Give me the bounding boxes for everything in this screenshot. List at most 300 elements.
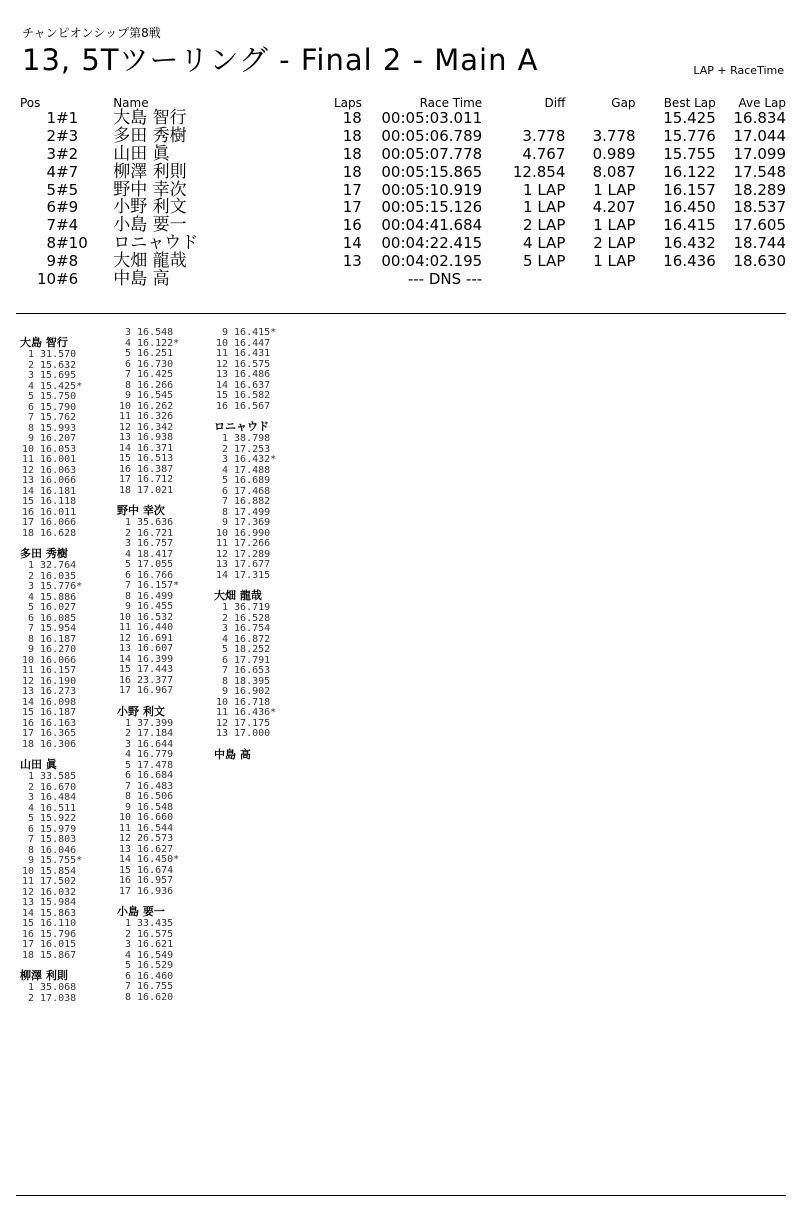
lap-number: 7 bbox=[124, 369, 131, 380]
lap-number: 4 bbox=[27, 380, 34, 392]
lap-time: 16.399 bbox=[137, 653, 174, 665]
result-ave bbox=[716, 270, 786, 288]
lap-number: 16 bbox=[21, 506, 34, 518]
result-car: #7 bbox=[56, 162, 79, 181]
lap-number: 7 bbox=[221, 496, 228, 507]
lap-time: 16.066 bbox=[40, 475, 77, 486]
lap-number: 2 bbox=[124, 728, 131, 739]
result-row bbox=[20, 146, 786, 164]
driver-lap-block bbox=[117, 705, 207, 898]
lap-time: 17.369 bbox=[234, 517, 271, 528]
lap-time: 16.674 bbox=[137, 864, 174, 876]
lap-time: 16.326 bbox=[137, 411, 174, 422]
lap-number: 13 bbox=[215, 728, 228, 739]
lap-time: 16.567 bbox=[234, 400, 271, 412]
lap-number: 1 bbox=[124, 918, 131, 929]
lap-time: 26.573 bbox=[137, 833, 174, 844]
lap-time: 16.063 bbox=[40, 464, 77, 476]
lap-time: 17.791 bbox=[234, 654, 271, 666]
lap-time: 15.863 bbox=[40, 907, 77, 919]
col-header-ave-lap: Ave Lap bbox=[738, 96, 786, 110]
result-best: 16.436 bbox=[663, 251, 716, 270]
lap-number: 14 bbox=[118, 854, 131, 865]
result-diff: 3.778 bbox=[522, 127, 566, 146]
lap-number: 2 bbox=[27, 359, 34, 371]
result-ave: 16.834 bbox=[733, 109, 786, 128]
footer-divider bbox=[16, 1195, 786, 1196]
lap-time: 16.122* bbox=[137, 337, 180, 349]
result-row bbox=[20, 163, 786, 181]
lap-number: 6 bbox=[27, 823, 34, 835]
lap-time: 15.790 bbox=[40, 401, 77, 413]
lap-time: 17.266 bbox=[234, 538, 271, 549]
result-diff bbox=[482, 270, 565, 288]
lap-number: 7 bbox=[124, 580, 131, 591]
lap-time: 16.548 bbox=[137, 801, 174, 813]
result-car: #10 bbox=[56, 233, 88, 252]
lap-number: 5 bbox=[124, 348, 131, 359]
lap-time: 16.262 bbox=[137, 400, 174, 412]
lap-time: 16.872 bbox=[234, 633, 271, 645]
result-diff: 1 LAP bbox=[523, 198, 566, 217]
lap-number: 1 bbox=[27, 349, 34, 360]
lap-time: 16.440 bbox=[137, 622, 174, 633]
lap-number: 12 bbox=[118, 632, 131, 644]
result-race-time: 00:04:41.684 bbox=[381, 216, 483, 235]
lap-time: 37.399 bbox=[137, 717, 174, 729]
lap-number: 18 bbox=[21, 949, 34, 961]
lap-number: 4 bbox=[221, 633, 228, 645]
lap-time: 17.468 bbox=[234, 485, 271, 497]
col-header-diff: Diff bbox=[544, 96, 566, 110]
result-name: 野中 幸次 bbox=[113, 179, 187, 200]
lap-time: 16.882 bbox=[234, 496, 271, 507]
lap-number: 5 bbox=[124, 759, 131, 771]
lap-time: 15.886 bbox=[40, 591, 77, 603]
result-gap bbox=[565, 270, 635, 288]
result-pos: 9 bbox=[46, 251, 57, 270]
lap-time: 17.038 bbox=[40, 992, 77, 1004]
lap-time: 17.021 bbox=[137, 484, 174, 496]
lap-time: 16.532 bbox=[137, 611, 174, 623]
lap-entry bbox=[214, 402, 304, 413]
lap-number: 4 bbox=[124, 749, 131, 760]
result-row bbox=[20, 252, 786, 270]
result-best bbox=[636, 270, 716, 288]
lap-number: 15 bbox=[21, 707, 34, 718]
lap-number: 1 bbox=[124, 517, 131, 528]
lap-time: 16.545 bbox=[137, 390, 174, 401]
lap-time: 16.755 bbox=[137, 981, 174, 992]
lap-number: 8 bbox=[27, 633, 34, 645]
lap-number: 4 bbox=[124, 949, 131, 961]
lap-number: 2 bbox=[27, 570, 34, 582]
lap-time: 16.757 bbox=[137, 538, 174, 549]
lap-number: 13 bbox=[118, 432, 131, 443]
lap-number: 12 bbox=[21, 886, 34, 898]
lap-number: 8 bbox=[124, 379, 131, 391]
result-car: #1 bbox=[56, 109, 79, 128]
lap-time: 16.483 bbox=[137, 780, 174, 792]
lap-time: 16.460 bbox=[137, 970, 174, 982]
lap-number: 12 bbox=[215, 358, 228, 370]
result-gap: 8.087 bbox=[592, 162, 636, 181]
lap-number: 9 bbox=[221, 327, 228, 338]
driver-lap-block bbox=[117, 504, 207, 697]
lap-number: 8 bbox=[124, 590, 131, 602]
result-car: #2 bbox=[56, 144, 79, 163]
result-race-time: 00:05:06.789 bbox=[381, 127, 483, 146]
lap-time: 16.607 bbox=[137, 643, 174, 654]
lap-number: 9 bbox=[221, 686, 228, 697]
lap-number: 6 bbox=[124, 569, 131, 581]
result-diff: 5 LAP bbox=[523, 251, 566, 270]
lap-number: 7 bbox=[27, 412, 34, 423]
lap-time: 15.922 bbox=[40, 813, 77, 824]
lap-number: 15 bbox=[118, 453, 131, 464]
lap-number: 5 bbox=[27, 813, 34, 824]
driver-lap-block bbox=[20, 336, 110, 539]
lap-time: 15.984 bbox=[40, 897, 77, 908]
lap-number: 14 bbox=[21, 907, 34, 919]
lap-number: 6 bbox=[124, 358, 131, 370]
result-laps: 17 bbox=[342, 198, 362, 217]
lap-number: 17 bbox=[118, 885, 131, 897]
lap-number: 2 bbox=[27, 781, 34, 793]
col-header-gap: Gap bbox=[611, 96, 636, 110]
result-best: 16.157 bbox=[663, 180, 716, 199]
lap-time: 16.415* bbox=[234, 327, 277, 338]
lap-number: 13 bbox=[215, 559, 228, 570]
lap-time: 16.712 bbox=[137, 474, 174, 485]
result-pos: 5 bbox=[46, 180, 57, 199]
lap-time: 16.628 bbox=[40, 527, 77, 539]
result-pos: 3 bbox=[46, 144, 57, 163]
result-laps: 18 bbox=[342, 109, 362, 128]
lap-number: 10 bbox=[118, 400, 131, 412]
lap-time: 16.544 bbox=[137, 822, 174, 834]
lap-number: 8 bbox=[27, 422, 34, 434]
lap-time: 16.365 bbox=[40, 728, 77, 739]
lap-number: 11 bbox=[118, 411, 131, 422]
lap-number: 15 bbox=[21, 496, 34, 507]
lap-column-3 bbox=[214, 316, 304, 762]
lap-number: 15 bbox=[118, 864, 131, 876]
lap-time: 15.755* bbox=[40, 855, 83, 866]
lap-time: 16.549 bbox=[137, 949, 174, 961]
result-name: 小島 要一 bbox=[113, 215, 187, 236]
result-car: #6 bbox=[56, 269, 79, 288]
lap-entry bbox=[214, 729, 304, 740]
lap-number: 6 bbox=[124, 770, 131, 781]
lap-number: 16 bbox=[118, 463, 131, 475]
lap-number: 10 bbox=[21, 865, 34, 877]
lap-number: 13 bbox=[215, 369, 228, 380]
lap-time: 16.582 bbox=[234, 390, 271, 401]
lap-number: 17 bbox=[118, 474, 131, 485]
lap-time: 17.443 bbox=[137, 664, 174, 675]
lap-time: 17.175 bbox=[234, 717, 271, 729]
result-car: #9 bbox=[56, 198, 79, 217]
lap-number: 2 bbox=[27, 992, 34, 1004]
lap-time: 16.035 bbox=[40, 570, 77, 582]
lap-time: 16.936 bbox=[137, 885, 174, 897]
lap-time: 16.436* bbox=[234, 707, 277, 718]
result-name: 多田 秀樹 bbox=[113, 126, 187, 147]
result-race-time: 00:05:10.919 bbox=[381, 180, 483, 199]
result-pos: 6 bbox=[46, 198, 57, 217]
lap-time: 16.425 bbox=[137, 369, 174, 380]
lap-number: 4 bbox=[27, 591, 34, 603]
lap-time: 16.990 bbox=[234, 527, 271, 539]
lap-number: 1 bbox=[27, 982, 34, 993]
lap-number: 4 bbox=[27, 802, 34, 814]
lap-number: 8 bbox=[221, 675, 228, 687]
lap-time: 16.270 bbox=[40, 644, 77, 655]
result-laps: 14 bbox=[342, 233, 362, 252]
col-header-pos: Pos bbox=[20, 96, 41, 110]
lap-number: 16 bbox=[21, 717, 34, 729]
result-diff: 1 LAP bbox=[523, 180, 566, 199]
lap-number: 8 bbox=[27, 844, 34, 856]
lap-number: 2 bbox=[124, 527, 131, 539]
result-best: 16.450 bbox=[663, 198, 716, 217]
lap-number: 1 bbox=[27, 560, 34, 571]
lap-number: 3 bbox=[221, 454, 228, 465]
lap-number: 7 bbox=[124, 981, 131, 992]
lap-number: 2 bbox=[221, 612, 228, 624]
result-ave: 18.289 bbox=[733, 180, 786, 199]
lap-number: 16 bbox=[21, 928, 34, 940]
lap-time: 16.110 bbox=[40, 918, 77, 929]
lap-time: 16.644 bbox=[137, 738, 174, 750]
lap-number: 13 bbox=[21, 686, 34, 697]
lap-number: 13 bbox=[118, 843, 131, 855]
lap-number: 9 bbox=[27, 644, 34, 655]
result-ave: 17.044 bbox=[733, 127, 786, 146]
lap-number: 5 bbox=[124, 559, 131, 570]
result-best: 16.415 bbox=[663, 216, 716, 235]
driver-lap-block bbox=[214, 589, 304, 740]
lap-time: 16.506 bbox=[137, 791, 174, 802]
lap-number: 11 bbox=[215, 348, 228, 359]
lap-entry bbox=[117, 486, 207, 497]
lap-number: 16 bbox=[215, 400, 228, 412]
result-car: #8 bbox=[56, 251, 79, 270]
lap-number: 2 bbox=[124, 928, 131, 940]
lap-number: 10 bbox=[118, 611, 131, 623]
lap-entry bbox=[117, 887, 207, 898]
lap-time: 16.627 bbox=[137, 843, 174, 855]
lap-number: 5 bbox=[27, 602, 34, 613]
col-header-name: Name bbox=[113, 96, 149, 110]
result-diff: 4 LAP bbox=[523, 233, 566, 252]
lap-number: 18 bbox=[21, 527, 34, 539]
lap-number: 18 bbox=[21, 738, 34, 750]
lap-number: 6 bbox=[221, 654, 228, 666]
lap-time: 17.000 bbox=[234, 728, 271, 739]
lap-time: 16.621 bbox=[137, 939, 174, 950]
result-gap: 2 LAP bbox=[593, 233, 636, 252]
lap-time: 16.455 bbox=[137, 601, 174, 612]
lap-number: 15 bbox=[21, 918, 34, 929]
result-name: 山田 眞 bbox=[113, 143, 170, 164]
lap-number: 3 bbox=[27, 370, 34, 381]
lap-time: 16.266 bbox=[137, 379, 174, 391]
lap-time: 18.252 bbox=[234, 644, 271, 655]
driver-lap-block bbox=[214, 748, 304, 762]
lap-time: 16.066 bbox=[40, 517, 77, 528]
result-car: #4 bbox=[56, 216, 79, 235]
lap-time: 16.187 bbox=[40, 707, 77, 718]
lap-number: 14 bbox=[21, 696, 34, 708]
lap-number: 9 bbox=[124, 601, 131, 612]
result-ave: 18.537 bbox=[733, 198, 786, 217]
lap-entry bbox=[117, 993, 207, 1004]
lap-time: 17.253 bbox=[234, 443, 271, 455]
lap-number: 3 bbox=[124, 538, 131, 549]
lap-time: 18.395 bbox=[234, 675, 271, 687]
lap-time: 16.342 bbox=[137, 421, 174, 433]
result-ave: 17.605 bbox=[733, 216, 786, 235]
lap-time: 16.684 bbox=[137, 770, 174, 781]
result-best: 15.425 bbox=[663, 109, 716, 128]
lap-number: 4 bbox=[124, 337, 131, 349]
lap-time: 16.431 bbox=[234, 348, 271, 359]
result-row bbox=[20, 235, 786, 253]
lap-number: 12 bbox=[215, 717, 228, 729]
driver-lap-name: 多田 秀樹 bbox=[20, 547, 68, 560]
lap-time: 16.691 bbox=[137, 632, 174, 644]
lap-time: 16.450* bbox=[137, 854, 180, 865]
lap-number: 5 bbox=[124, 960, 131, 971]
lap-entry bbox=[20, 740, 110, 751]
lap-number: 3 bbox=[221, 623, 228, 634]
lap-number: 10 bbox=[21, 654, 34, 666]
lap-number: 7 bbox=[27, 623, 34, 634]
lap-number: 17 bbox=[21, 728, 34, 739]
lap-time: 16.085 bbox=[40, 612, 77, 624]
lap-number: 1 bbox=[27, 771, 34, 782]
driver-lap-name: 大畑 龍哉 bbox=[214, 589, 262, 602]
lap-number: 6 bbox=[27, 401, 34, 413]
result-car: #3 bbox=[56, 127, 79, 146]
result-diff bbox=[482, 110, 565, 128]
lap-time: 17.499 bbox=[234, 506, 271, 518]
lap-time: 16.548 bbox=[137, 327, 174, 338]
lap-time: 17.677 bbox=[234, 559, 271, 570]
driver-lap-block bbox=[117, 328, 207, 496]
result-race-time: 00:05:03.011 bbox=[381, 109, 483, 128]
lap-time: 35.636 bbox=[137, 517, 174, 528]
lap-number: 5 bbox=[27, 391, 34, 402]
result-pos: 1 bbox=[46, 109, 57, 128]
lap-time: 16.766 bbox=[137, 569, 174, 581]
lap-number: 9 bbox=[124, 801, 131, 813]
lap-number: 14 bbox=[118, 653, 131, 665]
lap-number: 9 bbox=[221, 517, 228, 528]
result-race-time: 00:04:02.195 bbox=[381, 251, 483, 270]
lap-time: 16.447 bbox=[234, 337, 271, 349]
lap-entry bbox=[214, 571, 304, 582]
result-laps: 16 bbox=[342, 216, 362, 235]
lap-time: 16.660 bbox=[137, 812, 174, 823]
lap-time: 33.435 bbox=[137, 918, 174, 929]
result-row bbox=[20, 217, 786, 235]
result-diff: 4.767 bbox=[522, 144, 566, 163]
lap-time: 15.750 bbox=[40, 391, 77, 402]
result-pos: 10 bbox=[37, 269, 57, 288]
lap-time: 31.570 bbox=[40, 349, 77, 360]
lap-entry bbox=[20, 994, 110, 1005]
lap-time: 16.046 bbox=[40, 844, 77, 856]
result-race-time: 00:05:07.778 bbox=[381, 144, 483, 163]
lap-number: 11 bbox=[118, 822, 131, 834]
lap-time: 16.513 bbox=[137, 453, 174, 464]
lap-time: 16.499 bbox=[137, 590, 174, 602]
lap-number: 10 bbox=[118, 812, 131, 823]
lap-time: 16.251 bbox=[137, 348, 174, 359]
lap-time: 16.779 bbox=[137, 749, 174, 760]
result-pos: 4 bbox=[46, 162, 57, 181]
lap-time: 16.118 bbox=[40, 496, 77, 507]
result-laps: 13 bbox=[342, 251, 362, 270]
lap-number: 3 bbox=[27, 792, 34, 803]
driver-lap-name: ロニャウド bbox=[214, 420, 269, 433]
result-gap: 1 LAP bbox=[593, 180, 636, 199]
col-header-car bbox=[56, 96, 103, 110]
driver-lap-block bbox=[20, 969, 110, 1004]
result-pos: 8 bbox=[46, 233, 57, 252]
lap-time: 16.207 bbox=[40, 433, 77, 444]
lap-time: 16.306 bbox=[40, 738, 77, 750]
lap-time: 17.502 bbox=[40, 876, 77, 887]
lap-time: 16.902 bbox=[234, 686, 271, 697]
result-diff: 2 LAP bbox=[523, 216, 566, 235]
result-ave: 17.548 bbox=[733, 162, 786, 181]
lap-time: 16.432* bbox=[234, 454, 277, 465]
lap-time: 16.157* bbox=[137, 580, 180, 591]
lap-number: 10 bbox=[215, 337, 228, 349]
col-header-race-time: Race Time bbox=[419, 96, 483, 110]
lap-time: 16.528 bbox=[234, 612, 271, 624]
result-diff: 12.854 bbox=[512, 162, 566, 181]
driver-lap-name: 大島 智行 bbox=[20, 336, 68, 349]
lap-number: 12 bbox=[21, 675, 34, 687]
result-best: 16.432 bbox=[663, 233, 716, 252]
lap-time: 16.957 bbox=[137, 875, 174, 886]
driver-lap-block bbox=[214, 328, 304, 412]
lap-number: 9 bbox=[27, 855, 34, 866]
driver-lap-block bbox=[214, 420, 304, 581]
lap-number: 1 bbox=[124, 717, 131, 729]
lap-number: 10 bbox=[215, 696, 228, 708]
lap-number: 5 bbox=[221, 644, 228, 655]
lap-number: 11 bbox=[21, 665, 34, 676]
lap-time: 16.032 bbox=[40, 886, 77, 898]
lap-time: 16.027 bbox=[40, 602, 77, 613]
result-car: #5 bbox=[56, 180, 79, 199]
result-best: 15.755 bbox=[663, 144, 716, 163]
lap-time: 15.854 bbox=[40, 865, 77, 877]
lap-time: 16.575 bbox=[234, 358, 271, 370]
result-laps: 17 bbox=[342, 180, 362, 199]
lap-time: 16.730 bbox=[137, 358, 174, 370]
lap-time: 17.184 bbox=[137, 728, 174, 739]
result-laps: 18 bbox=[342, 127, 362, 146]
driver-lap-block bbox=[117, 905, 207, 1003]
result-gap: 0.989 bbox=[592, 144, 636, 163]
